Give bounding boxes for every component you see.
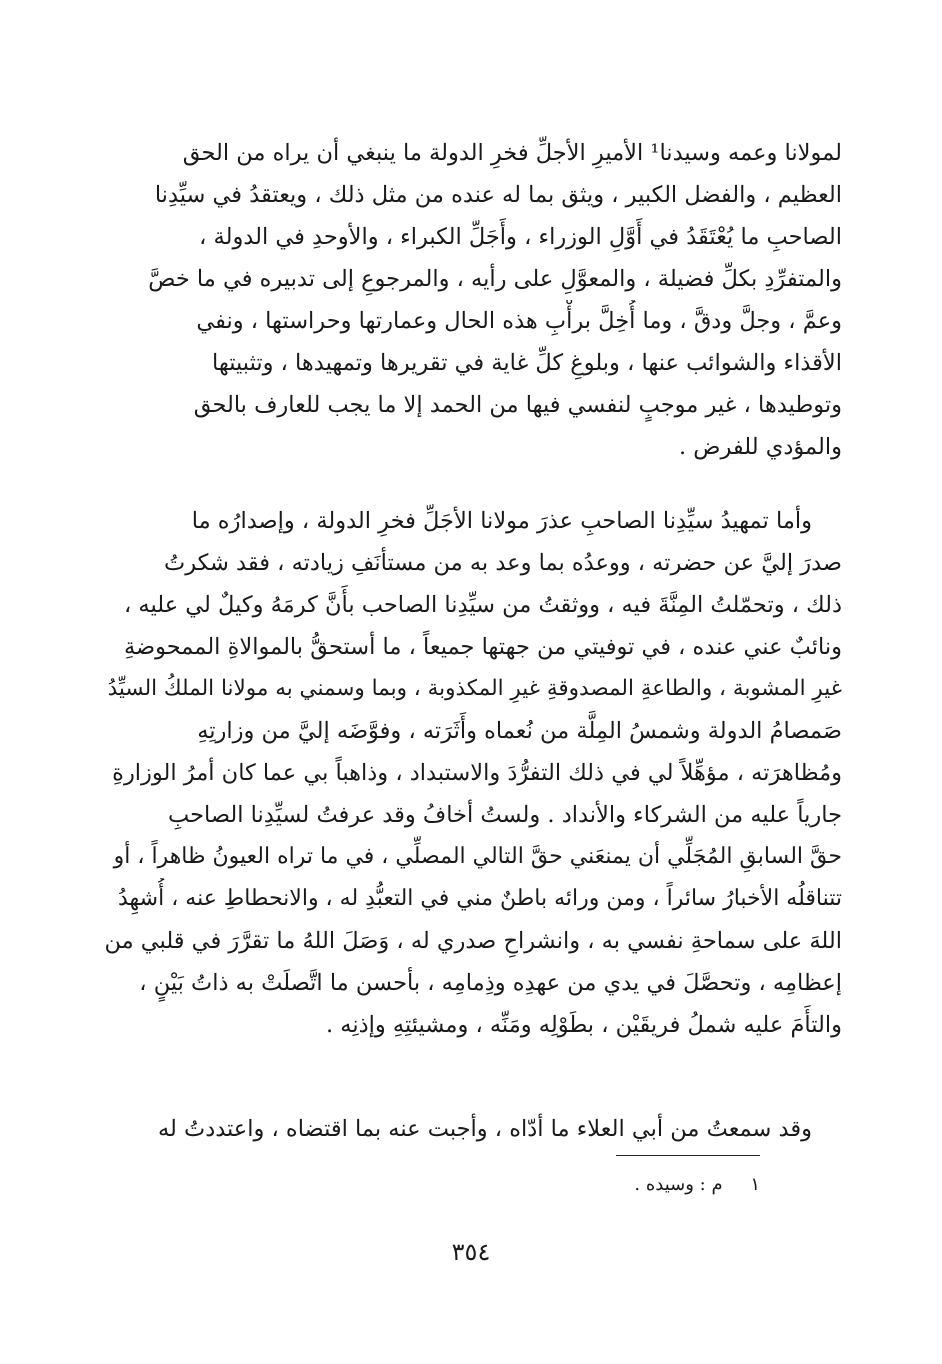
paragraph-3 [104, 1108, 842, 1150]
footnote-text: م : وسيده . [634, 1174, 723, 1195]
text-line: صدرَ إليَّ عن حضرته ، ووعدُه بما وعد به من مستأنَفِ زيادته ، فقد شكرتُ [164, 550, 842, 576]
paragraph-2 [104, 500, 842, 1046]
text-line: والتأَمَ عليه شملُ فريقَيْن ، بطَوْلِه ومَنِّه ، ومشيئتِهِ وإذنِه . [325, 1012, 842, 1038]
text-line: اللهَ على سماحةِ نفسي به ، وانشراحِ صدري له ، وَصَلَ اللهُ ما تقرَّرَ في قلبي من [104, 928, 842, 954]
text-line: ونائبٌ عني عنده ، في توفيتي من جهتها جميعاً ، ما أستحقُّ بالموالاةِ الممحوضةِ [123, 634, 842, 660]
text-line: والمتفرِّدِ بكلِّ فضيلة ، والمعوَّلِ على رأيه ، والمرجوعِ إلى تدبيره في ما خصَّ [148, 266, 842, 292]
footnote [500, 1170, 760, 1200]
text-line: حقَّ السابقِ المُجَلِّي أن يمنعَني حقَّ التالي المصلِّي ، في ما تراه العيونُ ظاهراً ، أو [113, 844, 842, 869]
text-line: العظيم ، والفضل الكبير ، ويثق بما له عنده من مثل ذلك ، ويعتقدُ في سيِّدِنا [154, 182, 842, 208]
page-number: ٣٥٤ [451, 1238, 491, 1266]
text-line: الصاحبِ ما يُعْتَقَدُ في أَوَّلِ الوزراء ، وأَجَلِّ الكبراء ، والأوحدِ في الدولة ، [199, 224, 842, 250]
text-line: إعظامِه ، وتحصَّلَ في يدي من عهدِه وذِمامِه ، بأحسن ما اتَّصلَتْ به ذاتُ بَيْنٍ ، [139, 970, 842, 996]
text-line: وقد سمعتُ من أبي العلاء ما أدّاه ، وأجبت عنه بما اقتضاه ، واعتددتُ له [157, 1116, 812, 1142]
text-line: وتوطيدها ، غير موجبٍ لنفسي فيها من الحمد إلا ما يجب للعارف بالحق [193, 392, 842, 418]
text-line: لمولانا وعمه وسيدنا¹ الأميرِ الأجلِّ فخرِ الدولة ما ينبغي أن يراه من الحق [182, 140, 842, 166]
text-line: جارياً عليه من الشركاء والأنداد . ولستُ أخافُ وقد عرفتُ لسيِّدِنا الصاحبِ [168, 802, 842, 828]
text-line: وأما تمهيدُ سيِّدِنا الصاحبِ عذرَ مولانا الأجَلِّ فخرِ الدولة ، وإصدارُه ما [191, 508, 812, 534]
text-line: وعمَّ ، وجلَّ ودقَّ ، وما أُخِلَّ برأْبِ هذه الحال وعمارتها وحراستها ، ونفي [196, 308, 842, 334]
text-line: الأقذاء والشوائب عنها ، وبلوغِ كلِّ غاية في تقريرها وتمهيدها ، وتثبيتها [211, 350, 842, 376]
text-line: صَمصامُ الدولة وشمسُ المِلَّة من نُعماه وأَثَرَته ، وفوَّضَه إليَّ من وزارتِهِ [197, 718, 842, 744]
text-line: ومُظاهرَته ، مؤهِّلاً لي في ذلك التفرُّدَ والاستبداد ، وذاهباً بي عما كان أمرُ الوزارةِ [112, 760, 842, 786]
text-line: ذلك ، وتحمّلتُ المِنَّةَ فيه ، ووثقتُ من سيِّدِنا الصاحب بأَنَّ كرمَهُ وكيلٌ لي عليه ، [123, 592, 842, 618]
footnote-divider [616, 1155, 760, 1156]
text-line: غيرِ المشوبة ، والطاعةِ المصدوقةِ غيرِ المكذوبة ، وبما وسمني به مولانا الملكُ السيِّدُ [107, 676, 842, 701]
text-line: تتناقلُه الأخبارُ سائراً ، ومن ورائه باطنٌ مني في التعبُّدِ له ، والانحطاطِ عنه ، أُشهِدُ [117, 886, 842, 911]
text-line: والمؤدي للفرض . [679, 434, 842, 460]
footnote-number: ١ [750, 1174, 760, 1195]
paragraph-1 [104, 132, 842, 468]
